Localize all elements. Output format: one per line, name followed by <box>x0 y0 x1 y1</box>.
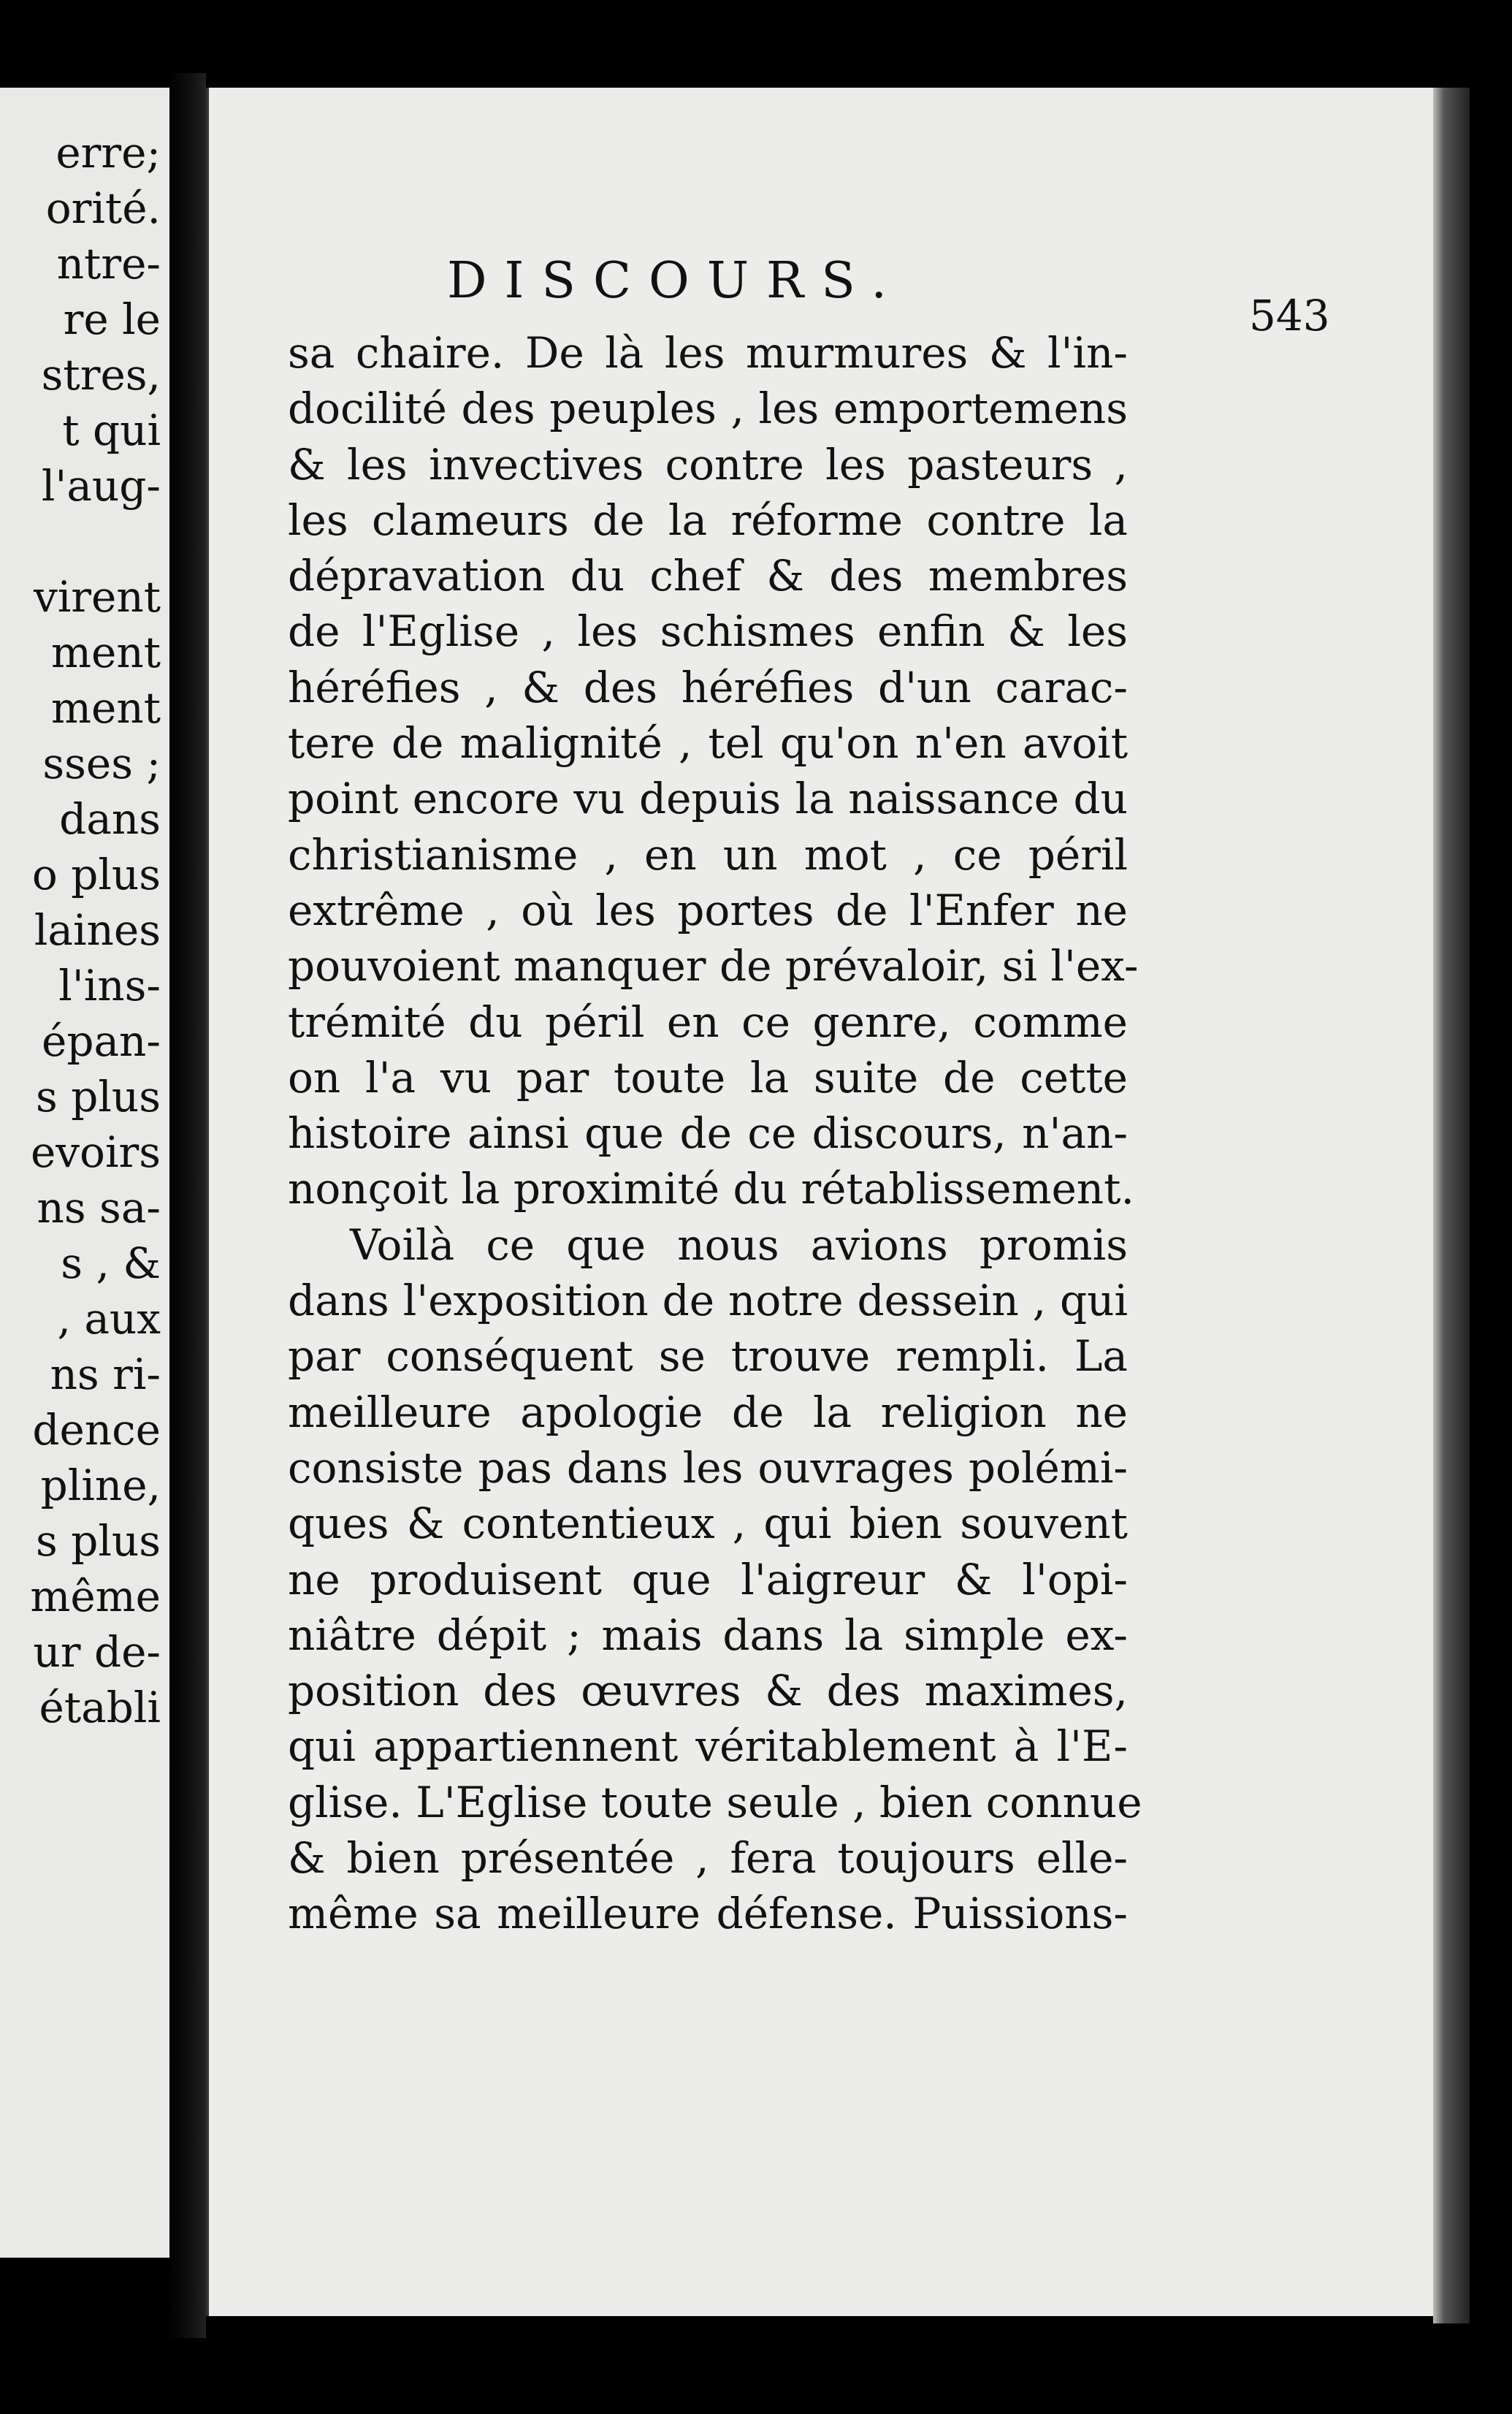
text-line: trémité du péril en ce genre, comme <box>288 997 1128 1047</box>
text-line: par conséquent se trouve rempli. La <box>288 1331 1128 1382</box>
text-line: niâtre dépit ; mais dans la simple ex- <box>288 1610 1128 1660</box>
left-line: sses ; <box>42 739 161 788</box>
text-line: même sa meilleure défense. Puissions- <box>288 1889 1128 1939</box>
left-line: épan- <box>42 1016 161 1066</box>
text-line: qui appartiennent véritablement à l'E- <box>288 1721 1128 1772</box>
text-line: héréfies , & des héréfies d'un carac- <box>288 662 1128 712</box>
left-line: laines <box>34 905 161 955</box>
paragraph-1 <box>288 325 1139 1217</box>
body-text <box>288 325 1142 1942</box>
left-line: evoirs <box>30 1127 161 1177</box>
text-line: christianisme , en un mot , ce péril <box>288 829 1128 880</box>
left-page-fragment <box>0 88 169 2258</box>
left-line: l'ins- <box>58 961 161 1010</box>
left-line: virent <box>33 572 161 622</box>
text-line: sa chaire. De là les murmures & l'in- <box>288 328 1128 378</box>
left-line: dence <box>32 1405 161 1455</box>
text-line: glise. L'Eglise toute seule , bien connue <box>288 1777 1142 1827</box>
left-line: ntre- <box>56 239 161 289</box>
left-line: établi <box>39 1683 161 1732</box>
text-line: docilité des peuples , les emportemens <box>288 384 1128 434</box>
left-line: erre; <box>56 128 161 178</box>
left-line: s plus <box>36 1072 161 1122</box>
left-line: o plus <box>31 850 161 899</box>
left-line: orité. <box>45 183 161 233</box>
left-line: ur de- <box>33 1627 161 1677</box>
text-line: ques & contentieux , qui bien souvent <box>288 1499 1128 1549</box>
left-line: re le <box>63 294 161 344</box>
text-line: & bien présentée , fera toujours elle- <box>288 1833 1128 1884</box>
left-line: t qui <box>62 405 161 455</box>
left-line: stres, <box>41 350 161 400</box>
gutter-shadow <box>169 73 206 2338</box>
text-line: position des œuvres & des maximes, <box>288 1666 1128 1716</box>
text-line: dans l'exposition de notre dessein , qui <box>288 1276 1128 1326</box>
text-line: tere de malignité , tel qu'on n'en avoit <box>288 718 1128 769</box>
left-line: l'aug- <box>41 461 161 511</box>
text-line: meilleure apologie de la religion ne <box>288 1387 1128 1437</box>
text-line: consiste pas dans les ouvrages polémi- <box>288 1442 1128 1493</box>
paragraph-2 <box>288 1217 1142 1942</box>
running-header: DISCOURS. <box>447 252 905 310</box>
text-line: les clameurs de la réforme contre la <box>288 495 1128 545</box>
text-line: point encore vu depuis la naissance du <box>288 774 1128 824</box>
left-line: , aux <box>57 1294 161 1344</box>
left-line: ment <box>51 683 161 733</box>
left-line: s , & <box>61 1238 161 1288</box>
page-edge <box>1433 88 1470 2323</box>
text-line: & les invectives contre les pasteurs , <box>288 439 1128 490</box>
left-line: ment <box>51 628 161 677</box>
left-line: ns ri- <box>50 1349 161 1399</box>
text-line: de l'Eglise , les schismes enfin & les <box>288 606 1128 657</box>
text-line: extrême , où les portes de l'Enfer ne <box>288 885 1128 935</box>
text-line: Voilà ce que nous avions promis <box>350 1219 1128 1270</box>
page-number: 543 <box>1249 291 1330 340</box>
text-line: ne produisent que l'aigreur & l'opi- <box>288 1554 1128 1604</box>
left-line: pline, <box>40 1461 161 1510</box>
text-line: nonçoit la proximité du rétablissement. <box>288 1164 1134 1214</box>
left-line: dans <box>59 794 161 844</box>
text-line: dépravation du chef & des membres <box>288 551 1128 601</box>
left-line: même <box>30 1572 161 1621</box>
left-line: s plus <box>36 1516 161 1566</box>
text-line: pouvoient manquer de prévaloir, si l'ex- <box>288 941 1139 991</box>
text-line: on l'a vu par toute la suite de cette <box>288 1052 1128 1103</box>
left-line: ns sa- <box>37 1183 161 1233</box>
text-line: histoire ainsi que de ce discours, n'an- <box>288 1108 1128 1159</box>
